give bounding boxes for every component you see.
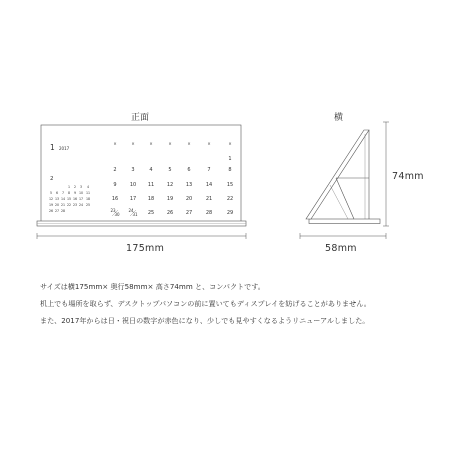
weekday-mark: × — [187, 141, 191, 146]
mini-month-number: 2 — [50, 176, 54, 182]
side-calendar-card — [306, 130, 369, 219]
front-view-label: 正面 — [131, 113, 150, 123]
calendar-day-cell: 6 — [187, 167, 191, 173]
calendar-day-cell: 20 — [185, 196, 193, 202]
calendar-day-cell: 22 — [226, 196, 234, 202]
calendar-day-cell: 24 — [128, 208, 134, 213]
calendar-day-cell: 30 — [114, 212, 120, 217]
mini-calendar-day: 25 — [85, 203, 91, 207]
calendar-day-cell: 3 — [131, 167, 135, 173]
calendar-day-cell: 16 — [111, 196, 119, 202]
weekday-mark: × — [131, 141, 135, 146]
height-dimension-label: 74mm — [392, 171, 424, 182]
mini-calendar-day: 26 — [48, 209, 54, 213]
mini-calendar-day: 13 — [54, 197, 60, 201]
mini-calendar-day: 1 — [67, 185, 71, 189]
mini-calendar-day: 20 — [54, 203, 60, 207]
mini-calendar-day: 14 — [60, 197, 66, 201]
mini-calendar-day: 9 — [73, 191, 77, 195]
mini-calendar-day: 23 — [72, 203, 78, 207]
mini-calendar-day: 3 — [79, 185, 83, 189]
calendar-day-cell: 15 — [226, 182, 234, 188]
calendar-day-cell: 28 — [205, 210, 213, 216]
depth-dimension-label: 58mm — [325, 243, 357, 254]
calendar-day-cell: 29 — [226, 210, 234, 216]
side-base-plate — [309, 219, 380, 224]
description-line-2: 机上でも場所を取らず、デスクトップパソコンの前に置いてもディスプレイを妨げることがありません。 — [40, 299, 371, 308]
mini-calendar-day: 24 — [78, 203, 84, 207]
side-stand-leg-inner — [330, 185, 348, 219]
calendar-day-cell: 23 — [110, 208, 116, 213]
calendar-day-cell: 4 — [149, 167, 153, 173]
mini-calendar-day: 4 — [86, 185, 90, 189]
mini-calendar-day: 19 — [48, 203, 54, 207]
width-dimension-label: 175mm — [126, 243, 165, 254]
weekday-mark: × — [228, 141, 232, 146]
mini-calendar-day: 11 — [85, 191, 91, 195]
mini-calendar-day: 6 — [55, 191, 59, 195]
weekday-mark: × — [168, 141, 172, 146]
calendar-day-cell: 8 — [228, 167, 232, 173]
mini-calendar-day: 18 — [85, 197, 91, 201]
mini-calendar-day: 8 — [67, 191, 71, 195]
calendar-day-cell: 26 — [166, 210, 174, 216]
mini-calendar-day: 21 — [60, 203, 66, 207]
calendar-day-cell: 11 — [147, 182, 155, 188]
calendar-day-cell: 10 — [129, 182, 137, 188]
side-view-drawing — [300, 122, 389, 239]
mini-calendar-day: 15 — [66, 197, 72, 201]
side-view-label: 横 — [334, 113, 344, 123]
calendar-day-cell: 12 — [166, 182, 174, 188]
description-line-1: サイズは横175mm× 奥行58mm× 高さ74mm と、コンパクトです。 — [40, 282, 265, 291]
mini-calendar-day: 2 — [73, 185, 77, 189]
calendar-day-cell: 21 — [205, 196, 213, 202]
mini-calendar-day: 12 — [48, 197, 54, 201]
weekday-mark: × — [113, 141, 117, 146]
calendar-day-cell: 17 — [129, 196, 137, 202]
calendar-day-cell: 13 — [185, 182, 193, 188]
calendar-card — [41, 125, 241, 222]
mini-calendar-day: 10 — [78, 191, 84, 195]
calendar-day-cell: 1 — [228, 156, 232, 162]
calendar-day-cell: 9 — [113, 182, 117, 188]
mini-calendar-day: 22 — [66, 203, 72, 207]
calendar-day-cell: 5 — [168, 167, 172, 173]
calendar-day-cell: 31 — [132, 212, 138, 217]
mini-calendar-day: 16 — [72, 197, 78, 201]
calendar-day-cell: 19 — [166, 196, 174, 202]
mini-calendar-day: 28 — [60, 209, 66, 213]
weekday-mark: × — [207, 141, 211, 146]
weekday-mark: × — [149, 141, 153, 146]
side-stand-leg — [336, 178, 354, 219]
calendar-month-number: 1 — [50, 143, 55, 152]
mini-calendar-day: 5 — [49, 191, 53, 195]
calendar-day-cell: 2 — [113, 167, 117, 173]
mini-calendar-day: 17 — [78, 197, 84, 201]
calendar-day-cell: 18 — [147, 196, 155, 202]
mini-calendar-day: 7 — [61, 191, 65, 195]
calendar-day-cell: 7 — [207, 167, 211, 173]
calendar-day-cell: 14 — [205, 182, 213, 188]
calendar-year: 2017 — [59, 146, 70, 151]
description-line-3: また、2017年からは日・祝日の数字が赤色になり、少しでも見やすくなるようリニューアルしました。 — [40, 316, 370, 325]
calendar-day-cell: 25 — [147, 210, 155, 216]
calendar-day-cell: 27 — [185, 210, 193, 216]
mini-calendar-day: 27 — [54, 209, 60, 213]
